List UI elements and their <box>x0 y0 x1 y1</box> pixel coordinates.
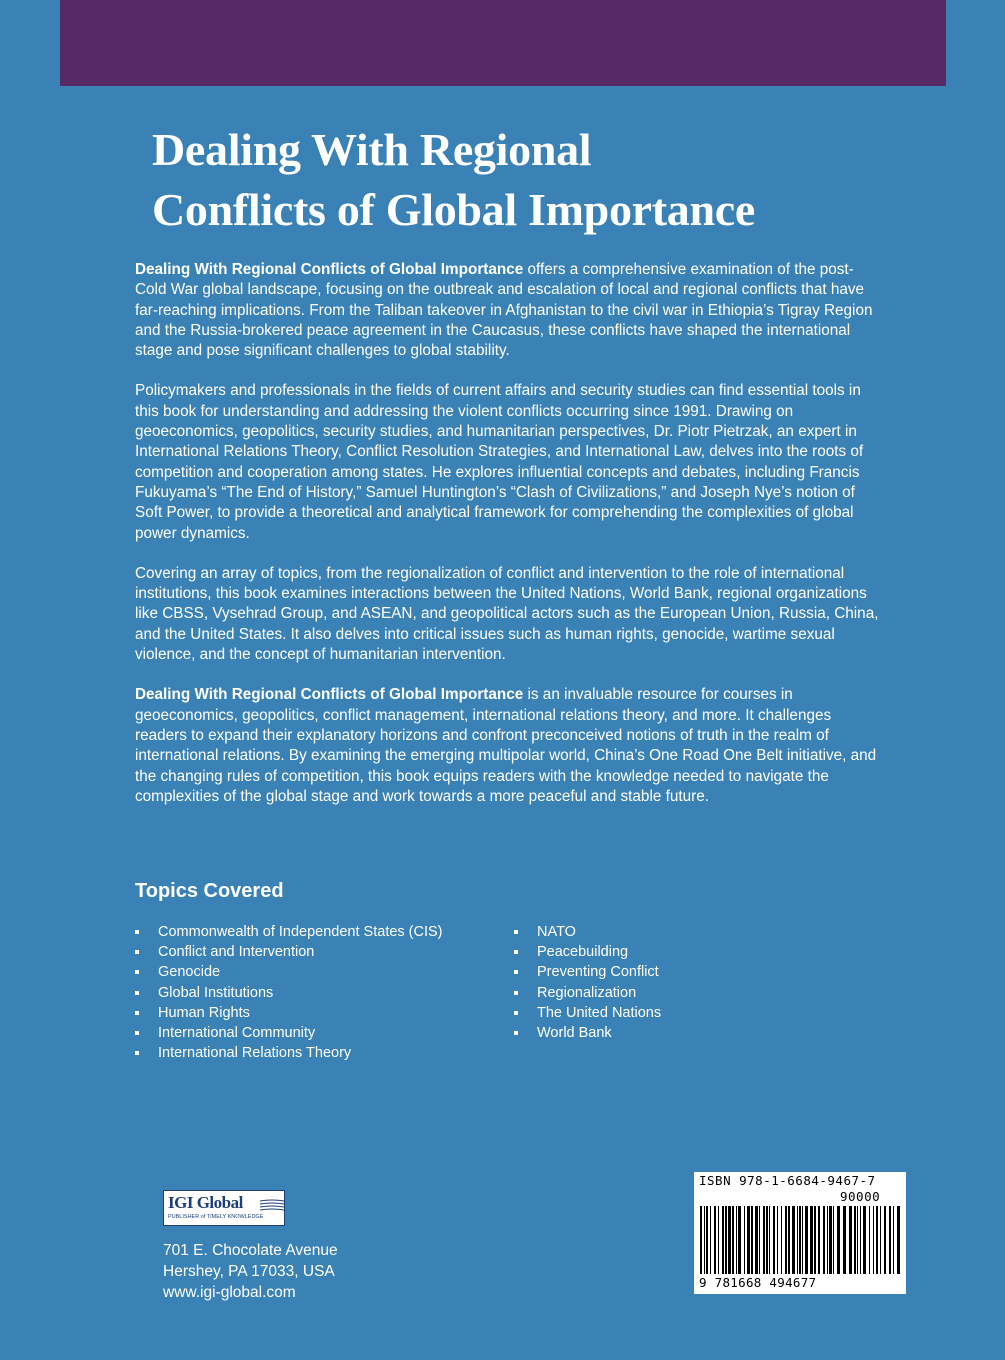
book-title <box>152 120 912 240</box>
description-paragraph-3: Covering an array of topics, from the regionalization of conflict and intervention to the role of international institutions, this book examines interactions between the United Nations, World Bank, regional organizations like CBSS, Vysehrad Group, and ASEAN, and geopolitical actors such as the European Union, Russia, China, and the United States. It also delves into critical issues such as human rights, genocide, wartime sexual violence, and the concept of humanitarian intervention. <box>135 564 879 664</box>
barcode-bar <box>766 1206 768 1274</box>
description-paragraph-4 <box>135 685 880 807</box>
topics-list-column-1 <box>135 922 443 1063</box>
barcode-bar <box>728 1206 731 1274</box>
topic-item <box>514 942 661 962</box>
barcode-bar <box>725 1206 727 1274</box>
barcode-bar <box>833 1206 834 1274</box>
barcode-bar <box>747 1206 750 1274</box>
barcode-bar <box>777 1206 778 1274</box>
barcode-bar <box>732 1206 734 1274</box>
barcode-bar <box>829 1206 832 1274</box>
topic-label: The United Nations <box>537 1004 662 1021</box>
barcode-bar <box>814 1206 816 1274</box>
barcode-bar <box>837 1206 840 1274</box>
description-paragraph-1 <box>135 260 880 361</box>
barcode-bar <box>781 1206 782 1274</box>
barcode-bar <box>884 1206 886 1274</box>
address-line-1: 701 E. Chocolate Avenue <box>163 1242 338 1259</box>
bullet-icon <box>135 930 139 934</box>
barcode-bar <box>823 1206 825 1274</box>
logo-name: IGI Global <box>168 1193 243 1212</box>
address-line-2: Hershey, PA 17033, USA <box>163 1263 335 1280</box>
bullet-icon <box>514 970 518 974</box>
topic-item <box>514 1023 661 1043</box>
description-paragraph-2: Policymakers and professionals in the fields of current affairs and security studies can find essential tools in this book for understanding and addressing the violent conflicts occurring since 1991. Drawing on geoeconomics, geopolitics, security studies, and humanitarian perspectives, Dr. Piotr Pietrzak, an expert in International Relations Theory, Conflict Resolution Strategies, and International Law, delves into the roots of competition and cooperation among states. He explores influential concepts and debates, including Francis Fukuyama’s “The End of History,” Samuel Huntington’s “Clash of Civilizations,” and Joseph Nye’s notion of Soft Power, to provide a theoretical and analytical framework for comprehending the complexities of global power dynamics. <box>135 382 864 542</box>
barcode-bar <box>799 1206 801 1274</box>
barcode-bar <box>736 1206 737 1274</box>
barcode-bar <box>854 1206 856 1274</box>
book-name-bold: Dealing With Regional Conflicts of Global Importance <box>135 261 524 278</box>
barcode-bar <box>805 1206 808 1274</box>
topic-label: International Relations Theory <box>158 1045 352 1062</box>
barcode-bar <box>810 1206 813 1274</box>
barcode-bar <box>706 1206 708 1274</box>
barcode-bar <box>860 1206 861 1274</box>
barcode-bar <box>818 1206 820 1274</box>
barcode-bar <box>704 1206 705 1274</box>
barcode-bar <box>722 1206 724 1274</box>
barcode-bar <box>759 1206 760 1274</box>
barcode-bar <box>718 1206 719 1274</box>
barcode-bar <box>751 1206 753 1274</box>
bullet-icon <box>135 1031 139 1035</box>
topic-label: Regionalization <box>537 984 637 1001</box>
bullet-icon <box>135 950 139 954</box>
barcode-bar <box>788 1206 790 1274</box>
barcode-bar <box>857 1206 858 1274</box>
bullet-icon <box>514 1031 518 1035</box>
barcode-bar <box>849 1206 852 1274</box>
logo-tagline: PUBLISHER of TIMELY KNOWLEDGE <box>168 1214 264 1220</box>
price-code: 90000 <box>840 1189 881 1204</box>
barcode-bar <box>744 1206 745 1274</box>
paragraph-1-text: offers a comprehensive examination of the post-Cold War global landscape, focusing on the outbreak and escalation of local and regional conflicts that have far-reaching implications. From the Taliban takeover in Afghanistan to the civil war in Ethiopia’s Tigray Region and the Russia-brokered peace agreement in the Caucasus, these conflicts have shaped the international stage and pose significant challenges to global stability. <box>135 261 873 360</box>
barcode-bar <box>769 1206 770 1274</box>
book-description <box>135 260 880 827</box>
barcode-bar <box>827 1206 828 1274</box>
topic-label: NATO <box>537 924 576 940</box>
topic-item <box>514 962 661 982</box>
barcode-bar <box>889 1206 891 1274</box>
topic-label: Genocide <box>158 964 221 981</box>
publisher-website: www.igi-global.com <box>163 1284 296 1301</box>
igi-global-logo <box>163 1190 285 1226</box>
topic-label: Global Institutions <box>158 984 274 1001</box>
barcode-bar <box>700 1206 702 1274</box>
barcode-bar <box>755 1206 758 1274</box>
topic-label: Commonwealth of Independent States (CIS) <box>158 924 443 940</box>
bullet-icon <box>514 950 518 954</box>
topic-item <box>135 922 443 942</box>
topic-item <box>135 983 443 1003</box>
topic-label: Preventing Conflict <box>537 964 659 981</box>
topic-item <box>135 1003 443 1023</box>
barcode-bar <box>792 1206 795 1274</box>
barcode-digits: 9 781668 494677 <box>699 1275 817 1290</box>
bullet-icon <box>135 1011 139 1015</box>
topic-item <box>135 962 443 982</box>
topic-item <box>514 1003 661 1023</box>
bullet-icon <box>514 991 518 995</box>
publisher-block <box>163 1190 338 1303</box>
barcode-bar <box>797 1206 798 1274</box>
top-color-band <box>60 0 946 86</box>
title-line-1: Dealing With Regional <box>152 124 592 175</box>
topic-item <box>135 1023 443 1043</box>
topic-item <box>135 1043 443 1063</box>
barcode-bar <box>710 1206 711 1274</box>
barcode-bar <box>785 1206 787 1274</box>
barcode-bar <box>763 1206 765 1274</box>
topic-label: Human Rights <box>158 1004 250 1021</box>
topic-item <box>514 922 661 942</box>
isbn-barcode <box>694 1172 906 1294</box>
barcode-bar <box>738 1206 741 1274</box>
title-line-2: Conflicts of Global Importance <box>152 184 756 235</box>
barcode-bar <box>773 1206 775 1274</box>
barcode-bar <box>893 1206 894 1274</box>
bullet-icon <box>135 970 139 974</box>
publisher-address <box>163 1240 338 1303</box>
barcode-bar <box>876 1206 878 1274</box>
barcode-bar <box>714 1206 716 1274</box>
logo-stripes-icon <box>260 1199 300 1213</box>
bullet-icon <box>514 930 518 934</box>
topic-label: International Community <box>158 1025 316 1042</box>
topic-label: Peacebuilding <box>537 944 629 961</box>
barcode-bar <box>802 1206 803 1274</box>
paragraph-4-text: is an invaluable resource for courses in geoeconomics, geopolitics, conflict management, international relations theory, and more. It challenges readers to expand their explanatory horizons and confront preconceived notions of truth in the realm of international relations. By examining the emerging multipolar world, China’s One Road One Belt initiative, and the changing rules of competition, this book equips readers with the knowledge needed to navigate the complexities of the global stage and work towards a more peaceful and stable future. <box>135 686 877 805</box>
bullet-icon <box>135 1051 139 1055</box>
topics-heading: Topics Covered <box>135 880 284 902</box>
topic-label: Conflict and Intervention <box>158 944 315 961</box>
barcode-bar <box>873 1206 874 1274</box>
book-name-bold: Dealing With Regional Conflicts of Global Importance <box>135 686 524 704</box>
barcode-bar <box>863 1206 866 1274</box>
isbn-number: ISBN 978-1-6684-9467-7 <box>699 1173 876 1188</box>
barcode-bar <box>880 1206 881 1274</box>
barcode-bar <box>869 1206 870 1274</box>
topic-item <box>514 983 661 1003</box>
barcode-bar <box>897 1206 900 1274</box>
bullet-icon <box>514 1011 518 1015</box>
barcode-bar <box>843 1206 846 1274</box>
topic-label: World Bank <box>537 1025 612 1042</box>
bullet-icon <box>135 991 139 995</box>
topics-list-column-2 <box>514 922 661 1043</box>
topic-item <box>135 942 443 962</box>
